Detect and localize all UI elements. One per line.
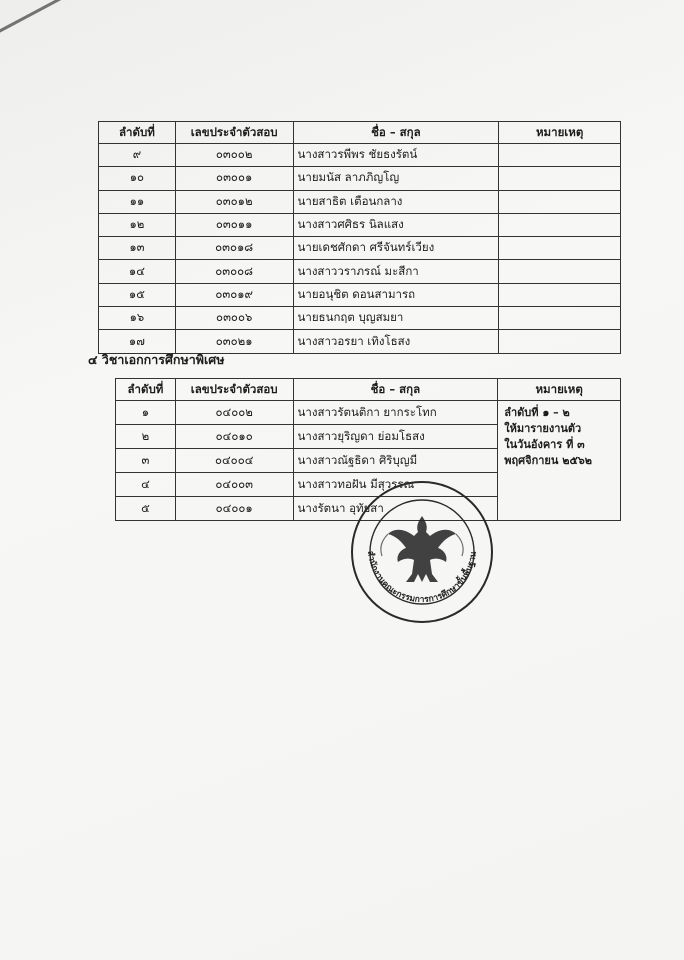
order-cell: ๑๐ [99,167,176,190]
remark-cell [499,237,621,260]
exam-id-cell: ๐๓๐๐๑ [175,167,293,190]
header-full-name: ชื่อ – สกุล [293,122,499,144]
remark-note-line: ในวันอังคาร ที่ ๓ [504,438,585,451]
exam-id-cell: ๐๔๐๐๓ [175,473,293,497]
remark-cell [499,307,621,330]
exam-id-cell: ๐๔๐๑๐ [175,425,293,449]
table-row [99,167,621,190]
table-row [116,401,621,425]
exam-id-cell: ๐๓๐๐๘ [175,260,293,283]
exam-id-cell: ๐๓๐๑๑ [175,213,293,236]
remark-cell [499,190,621,213]
order-cell: ๑๖ [99,307,176,330]
name-cell: นายเดชศักดา ศรีจันทร์เวียง [293,237,499,260]
table-row [99,190,621,213]
exam-id-cell: ๐๓๐๑๘ [175,237,293,260]
header-order: ลำดับที่ [116,379,176,401]
candidate-table-major-3 [98,121,621,354]
table-header-row [116,379,621,401]
exam-id-cell: ๐๓๐๑๙ [175,283,293,306]
exam-id-cell: ๐๓๐๑๒ [175,190,293,213]
order-cell: ๑๓ [99,237,176,260]
order-cell: ๑๕ [99,283,176,306]
seal-text: สำนักงานคณะกรรมการการศึกษาขั้นพื้นฐาน [364,550,479,606]
name-cell: นางสาวรพีพร ชัยธงรัตน์ [293,144,499,167]
name-cell: นางสาวทอฝัน มีสุวรรณ [293,473,498,497]
name-cell: นายมนัส ลาภภิญโญ [293,167,499,190]
remark-cell [499,330,621,353]
order-cell: ๓ [116,449,176,473]
name-cell: นางสาวรัตนติกา ยากระโทก [293,401,498,425]
order-cell: ๑๗ [99,330,176,353]
order-cell: ๑๑ [99,190,176,213]
name-cell: นางสาวยุริญดา ย่อมโธสง [293,425,498,449]
table-row [99,213,621,236]
name-cell: นางรัตนา อุทัยสา [293,497,498,521]
exam-id-cell: ๐๔๐๐๒ [175,401,293,425]
exam-id-cell: ๐๔๐๐๔ [175,449,293,473]
table-row [99,144,621,167]
table-row [99,307,621,330]
exam-id-cell: ๐๔๐๐๑ [175,497,293,521]
header-remark: หมายเหตุ [498,379,621,401]
order-cell: ๑ [116,401,176,425]
remark-note-line: พฤศจิกายน ๒๕๖๒ [504,454,593,467]
name-cell: นางสาววราภรณ์ มะสีกา [293,260,499,283]
header-exam-id: เลขประจำตัวสอบ [175,122,293,144]
header-remark: หมายเหตุ [499,122,621,144]
name-cell: นายสาธิต เตือนกลาง [293,190,499,213]
exam-id-cell: ๐๓๐๐๒ [175,144,293,167]
table-row [99,283,621,306]
name-cell: นายธนกฤต บุญสมยา [293,307,499,330]
exam-id-cell: ๐๓๐๒๑ [175,330,293,353]
remark-note-cell [498,401,621,521]
name-cell: นางสาวณัฐธิดา ศิริบุญมี [293,449,498,473]
remark-cell [499,283,621,306]
remark-note-line: ลำดับที่ ๑ – ๒ [504,406,570,419]
order-cell: ๙ [99,144,176,167]
remark-cell [499,144,621,167]
section-heading-special-education: ๔ วิชาเอกการศึกษาพิเศษ [88,352,225,367]
header-exam-id: เลขประจำตัวสอบ [175,379,293,401]
order-cell: ๕ [116,497,176,521]
order-cell: ๑๒ [99,213,176,236]
name-cell: นางสาวอรยา เทิงโธสง [293,330,499,353]
remark-cell [499,167,621,190]
remark-cell [499,260,621,283]
order-cell: ๔ [116,473,176,497]
remark-note-line: ให้มารายงานตัว [504,422,582,435]
name-cell: นางสาวศศิธร นิลแสง [293,213,499,236]
garuda-seal-icon [348,478,496,626]
header-order: ลำดับที่ [99,122,176,144]
order-cell: ๒ [116,425,176,449]
table-row [99,260,621,283]
table-row [99,237,621,260]
page-fold-shadow [0,0,148,43]
order-cell: ๑๔ [99,260,176,283]
name-cell: นายอนุชิต ดอนสามารถ [293,283,499,306]
table-header-row [99,122,621,144]
remark-cell [499,213,621,236]
exam-id-cell: ๐๓๐๐๖ [175,307,293,330]
header-full-name: ชื่อ – สกุล [293,379,498,401]
